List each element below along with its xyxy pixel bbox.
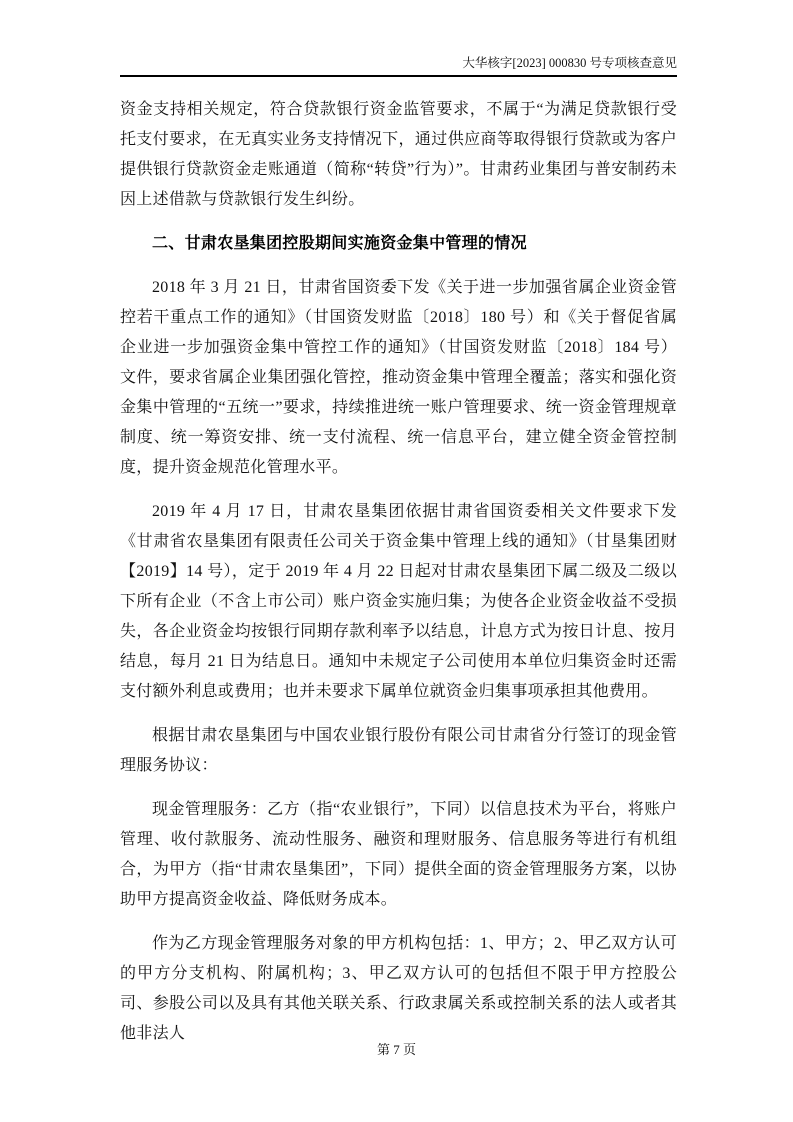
document-body <box>120 95 677 1063</box>
section-heading: 二、甘肃农垦集团控股期间实施资金集中管理的情况 <box>152 235 527 252</box>
paragraph: 现金管理服务：乙方（指“农业银行”，下同）以信息技术为平台，将账户管理、收付款服务、流动性服务、融资和理财服务、信息服务等进行有机组合，为甲方（指“甘肃农垦集团”，下同）提供全面的资金管理服务方案，以协助甲方提高资金收益、降低财务成本。 <box>120 801 677 908</box>
page-header <box>120 55 677 77</box>
paragraph: 作为乙方现金管理服务对象的甲方机构包括：1、甲方；2、甲乙双方认可的甲方分支机构、附属机构；3、甲乙双方认可的包括但不限于甲方控股公司、参股公司以及具有其他关联关系、行政隶属关系或控制关系的法人或者其他非法人 <box>120 935 677 1042</box>
paragraph: 2018 年 3 月 21 日，甘肃省国资委下发《关于进一步加强省属企业资金管控若干重点工作的通知》（甘国资发财监〔2018〕180 号）和《关于督促省属企业进一步加强资金集中管控工作的通知》（甘国资发财监〔2018〕184 号）文件，要求省属企业集团强化管控，推动资金集中管理全覆盖；落实和强化资金集中管理的“五统一”要求，持续推进统一账户管理要求、统一资金管理规章制度、统一筹资安排、统一支付流程、统一信息平台，建立健全资金管控制度，提升资金规范化管理水平。 <box>120 279 677 476</box>
paragraph-continuation: 资金支持相关规定，符合贷款银行资金监管要求，不属于“为满足贷款银行受托支付要求，在无真实业务支持情况下，通过供应商等取得银行贷款或为客户提供银行贷款资金走账通道（简称“转贷”行为）”。甘肃药业集团与普安制药未因上述借款与贷款银行发生纠纷。 <box>120 101 677 208</box>
page-number: 第 7 页 <box>376 1042 416 1057</box>
paragraph: 根据甘肃农垦集团与中国农业银行股份有限公司甘肃省分行签订的现金管理服务协议： <box>120 727 677 774</box>
paragraph: 2019 年 4 月 17 日，甘肃农垦集团依据甘肃省国资委相关文件要求下发《甘肃省农垦集团有限责任公司关于资金集中管理上线的通知》（甘垦集团财【2019】14 号），定于 2019 年 4 月 22 日起对甘肃农垦集团下属二级及二级以下所有企业（不含上市公司）账户资金实施归集；为使各企业资金收益不受损失，各企业资金均按银行同期存款利率予以结息，计息方式为按日计息、按月结息，每月 21 日为结息日。通知中未规定子公司使用本单位归集资金时还需支付额外利息或费用；也并未要求下属单位就资金归集事项承担其他费用。 <box>120 503 677 700</box>
page-footer <box>0 1042 793 1058</box>
header-doc-number: 大华核字[2023] 000830 号专项核查意见 <box>462 56 677 70</box>
